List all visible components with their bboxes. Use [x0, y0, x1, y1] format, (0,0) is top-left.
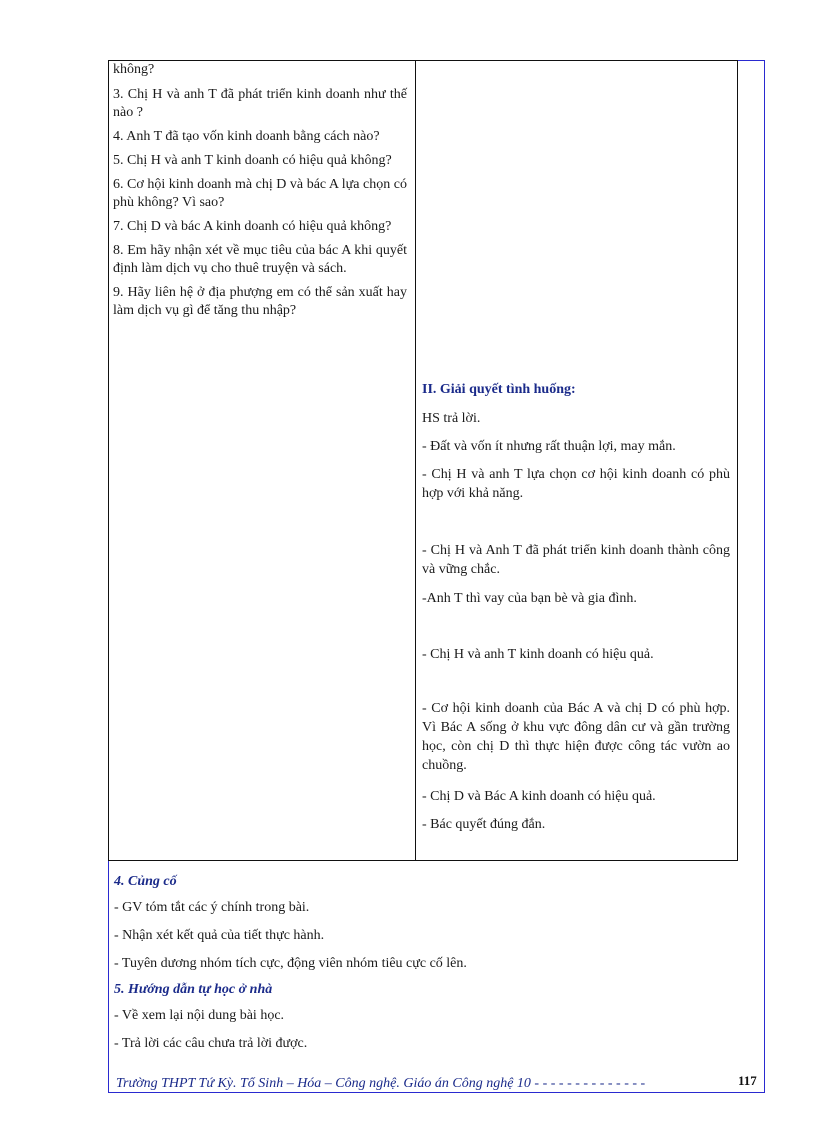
answers-column	[422, 381, 730, 832]
section-5-title: 5. Hướng dẫn tự học ở nhà	[114, 982, 273, 997]
answer-item: - Chị H và Anh T đã phát triển kinh doanh thành công và vững chắc.	[422, 543, 730, 577]
question-item: 6. Cơ hội kinh doanh mà chị D và bác A lựa chọn có phù không? Vì sao?	[113, 177, 407, 210]
question-item: 3. Chị H và anh T đã phát triển kinh doanh như thế nào ?	[113, 87, 407, 120]
answers-heading: II. Giải quyết tình huống:	[422, 382, 576, 397]
answer-item: - Cơ hội kinh doanh của Bác A và chị D có phù hợp. Vì Bác A sống ở khu vực đông dân cư và gần trường học, còn chị D thì thực hiện được công tác vườn ao chuồng.	[422, 701, 730, 773]
section-4-title: 4. Củng cố	[114, 874, 177, 889]
question-item: 4. Anh T đã tạo vốn kinh doanh bằng cách nào?	[113, 129, 380, 144]
section-4-line: - GV tóm tắt các ý chính trong bài.	[114, 900, 310, 915]
answer-item: - Đất và vốn ít nhưng rất thuận lợi, may mắn.	[422, 439, 676, 454]
lesson-table	[108, 60, 738, 861]
section-5-line: - Về xem lại nội dung bài học.	[114, 1008, 285, 1023]
column-divider	[415, 61, 416, 860]
page-footer	[116, 1074, 756, 1094]
question-item: 8. Em hãy nhận xét về mục tiêu của bác A khi quyết định làm dịch vụ cho thuê truyện và sách.	[113, 243, 407, 276]
footer-text: Trường THPT Tứ Kỳ. Tổ Sinh – Hóa – Công nghệ. Giáo án Công nghệ 10 - - - - - - - - - - - - - -	[116, 1076, 646, 1091]
question-item: 5. Chị H và anh T kinh doanh có hiệu quả không?	[113, 153, 392, 168]
lower-sections	[114, 870, 734, 1058]
answer-item: - Chị H và anh T lựa chọn cơ hội kinh doanh có phù hợp với khả năng.	[422, 467, 730, 501]
answer-item: - Chị H và anh T kinh doanh có hiệu quả.	[422, 647, 654, 662]
answer-item: -Anh T thì vay của bạn bè và gia đình.	[422, 591, 637, 606]
answer-item: - Bác quyết đúng đắn.	[422, 817, 546, 832]
answer-item: HS trả lời.	[422, 411, 481, 426]
answer-item: - Chị D và Bác A kinh doanh có hiệu quả.	[422, 789, 656, 804]
section-4-line: - Tuyên dương nhóm tích cực, động viên nhóm tiêu cực cố lên.	[114, 956, 467, 971]
question-item: không?	[113, 62, 155, 77]
section-4-line: - Nhận xét kết quả của tiết thực hành.	[114, 928, 325, 943]
section-5-line: - Trả lời các câu chưa trả lời được.	[114, 1036, 308, 1051]
question-item: 9. Hãy liên hệ ở địa phượng em có thể sản xuất hay làm dịch vụ gì để tăng thu nhập?	[113, 285, 407, 318]
page-number: 117	[738, 1073, 757, 1088]
questions-column	[113, 61, 407, 326]
question-item: 7. Chị D và bác A kinh doanh có hiệu quả không?	[113, 219, 392, 234]
